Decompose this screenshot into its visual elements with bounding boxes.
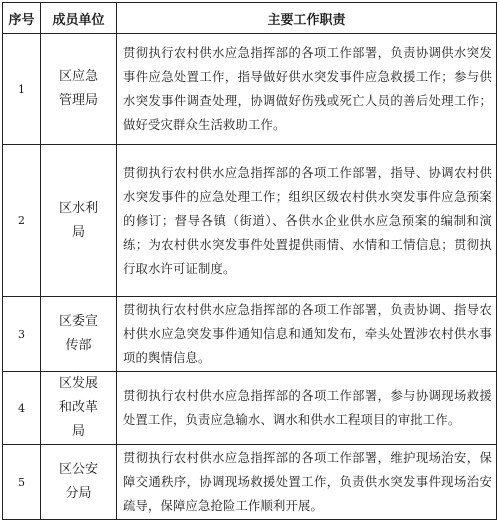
row-duty: 贯彻执行农村供水应急指挥部的各项工作部署，负责协调供水突发事件应急处置工作，指导做好供水突发事件应急救援工作；参与供水突发事件调查处理，协调做好伤残或死亡人员的善后处理工作；做好受灾群众生活救助工作。 <box>117 34 497 145</box>
table-row <box>3 145 497 297</box>
table-row <box>3 372 497 445</box>
table-row <box>3 445 497 520</box>
row-number: 3 <box>3 297 41 372</box>
header-number: 序号 <box>3 3 41 34</box>
row-unit: 区发展和改革局 <box>41 372 117 445</box>
row-number: 2 <box>3 145 41 297</box>
header-row <box>3 3 497 34</box>
table-row <box>3 34 497 145</box>
header-unit: 成员单位 <box>41 3 117 34</box>
row-unit: 区水利局 <box>41 145 117 297</box>
row-number: 5 <box>3 445 41 520</box>
row-duty: 贯彻执行农村供水应急指挥部的各项工作部署，参与协调现场救援处置工作，负责应急输水、调水和供水工程项目的审批工作。 <box>117 372 497 445</box>
row-duty: 贯彻执行农村供水应急指挥部的各项工作部署，维护现场治安，保障交通秩序，协调现场救援处置工作，负责供水突发事件现场治安疏导，保障应急抢险工作顺利开展。 <box>117 445 497 520</box>
table-row <box>3 297 497 372</box>
row-unit: 区公安分局 <box>41 445 117 520</box>
header-duty: 主要工作职责 <box>117 3 497 34</box>
row-unit: 区委宣传部 <box>41 297 117 372</box>
row-unit: 区应急管理局 <box>41 34 117 145</box>
row-duty: 贯彻执行农村供水应急指挥部的各项工作部署，负责协调、指导农村供水应急突发事件通知信息和通知发布，牵头处置涉农村供水事项的舆情信息。 <box>117 297 497 372</box>
row-duty: 贯彻执行农村供水应急指挥部的各项工作部署，指导、协调农村供水突发事件的应急处理工作；组织区级农村供水突发事件应急预案的修订；督导各镇（街道）、各供水企业供水应急预案的编制和演练；为农村供水突发事件处置提供雨情、水情和工情信息；贯彻执行取水许可证制度。 <box>117 145 497 297</box>
row-number: 1 <box>3 34 41 145</box>
duty-table <box>2 2 497 520</box>
row-number: 4 <box>3 372 41 445</box>
